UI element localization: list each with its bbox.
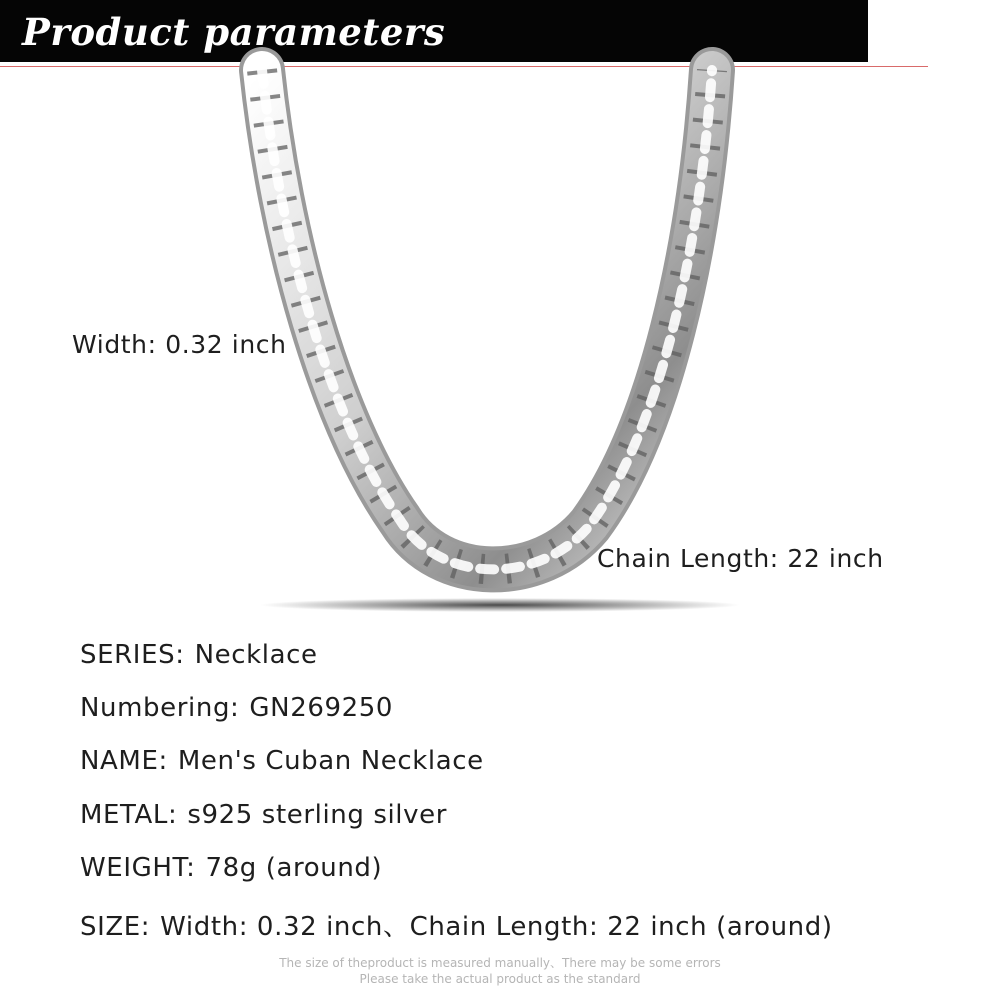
spec-value: GN269250 (249, 693, 394, 723)
necklace-chain-highlight (262, 70, 712, 569)
spec-key: SIZE: (80, 912, 151, 942)
spec-row-name (80, 746, 484, 776)
spec-value: Necklace (194, 640, 318, 670)
spec-row-metal (80, 800, 447, 830)
spec-key: Numbering: (80, 693, 240, 723)
chain-length-dimension-label: Chain Length: 22 inch (597, 544, 884, 573)
spec-key: METAL: (80, 800, 178, 830)
spec-row-weight (80, 853, 382, 883)
spec-key: SERIES: (80, 640, 185, 670)
spec-value: Width: 0.32 inch、Chain Length: 22 inch (around) (160, 912, 833, 942)
spec-row-numbering (80, 693, 393, 723)
spec-key: NAME: (80, 746, 168, 776)
necklace-shadow (260, 598, 740, 612)
spec-row-series (80, 640, 318, 670)
spec-value: 78g (around) (205, 853, 383, 883)
spec-key: WEIGHT: (80, 853, 196, 883)
measurement-disclaimer: The size of theproduct is measured manually、There may be some errors (279, 956, 721, 970)
width-dimension-label: Width: 0.32 inch (72, 330, 287, 359)
page-title: Product parameters (22, 10, 446, 54)
actual-product-note: Please take the actual product as the standard (359, 972, 641, 986)
spec-row-size (80, 906, 833, 943)
spec-value: Men's Cuban Necklace (177, 746, 484, 776)
spec-value: s925 sterling silver (187, 800, 447, 830)
